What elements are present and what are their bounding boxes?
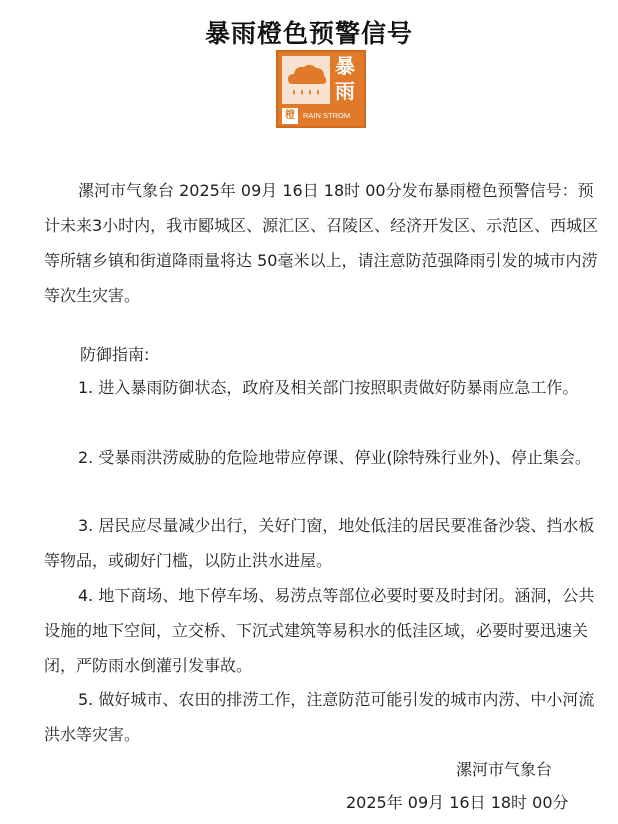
guide-item-5: 5. 做好城市、农田的排涝工作，注意防范可能引发的城市内涝、中小河流洪水等灾害。 [44,690,595,744]
badge-level-char: 橙 [282,108,298,124]
guide-item-1: 1. 进入暴雨防御状态，政府及相关部门按照职责做好防暴雨应急工作。 [78,378,579,397]
guide-item-2: 2. 受暴雨洪涝威胁的危险地带应停课、停业(除特殊行业外)、停止集会。 [78,448,591,467]
signature-org: 漯河市气象台 [456,760,553,779]
guide-item-3: 3. 居民应尽量减少出行，关好门窗，地处低洼的居民要准备沙袋、挡水板等物品，或砌好门槛，以防止洪水进屋。 [44,516,595,570]
signature-time: 2025年 09月 16日 18时 00分 [346,793,569,812]
badge-char-bottom: 雨 [335,79,355,103]
guide-heading: 防御指南: [80,345,150,364]
rain-cloud-icon [282,56,330,104]
guide-item-4: 4. 地下商场、地下停车场、易涝点等部位必要时要及时封闭。涵洞，公共设施的地下空间，立交桥、下沉式建筑等易积水的低洼区域，必要时要迅速关闭，严防雨水倒灌引发事故。 [44,586,595,675]
badge-english-label: RAIN STROM [303,111,351,120]
badge-char-top: 暴 [335,54,355,78]
warning-intro-paragraph: 漯河市气象台 2025年 09月 16日 18时 00分发布暴雨橙色预警信号：预计未来3小时内，我市郾城区、源汇区、召陵区、经济开发区、示范区、西城区等所辖乡镇和街道降雨量将达 50毫米以上，请注意防范强降雨引发的城市内涝等次生灾害。 [44,181,599,305]
rainstorm-orange-warning-badge [276,50,366,128]
page-title: 暴雨橙色预警信号 [204,19,413,48]
